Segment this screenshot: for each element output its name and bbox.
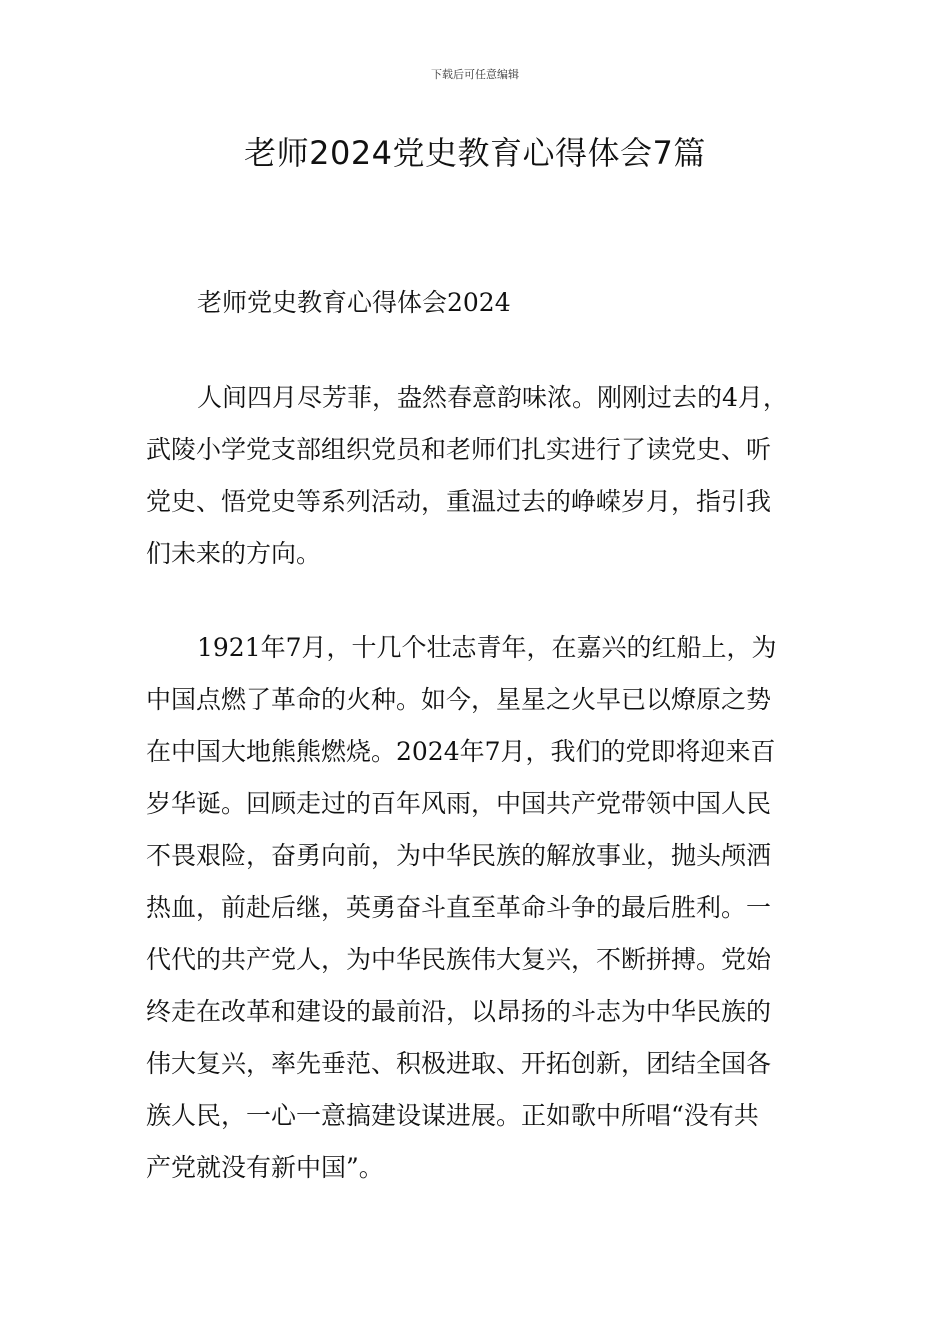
paragraph-line: 岁华诞。回顾走过的百年风雨，中国共产党带领中国人民: [146, 789, 772, 818]
paragraph-line: 伟大复兴，率先垂范、积极进取、开拓创新，团结全国各: [146, 1049, 772, 1078]
paragraph-line: 产党就没有新中国”。: [146, 1153, 384, 1182]
paragraph-2: [146, 622, 810, 1194]
paragraph-line: 终走在改革和建设的最前沿，以昂扬的斗志为中华民族的: [146, 997, 772, 1026]
paragraph-line: 不畏艰险，奋勇向前，为中华民族的解放事业，抛头颅洒: [146, 841, 772, 870]
paragraph-line: 党史、悟党史等系列活动，重温过去的峥嵘岁月，指引我: [146, 487, 772, 516]
header-note: 下载后可任意编辑: [431, 68, 519, 81]
paragraph-line: 在中国大地熊熊燃烧。2024年7月，我们的党即将迎来百: [146, 737, 776, 766]
paragraph-line: 代代的共产党人，为中华民族伟大复兴，不断拼搏。党始: [146, 945, 772, 974]
paragraph-line: 中国点燃了革命的火种。如今，星星之火早已以燎原之势: [146, 685, 772, 714]
document-title: 老师2024党史教育心得体会7篇: [244, 134, 706, 172]
paragraph-1: [146, 372, 810, 580]
paragraph-line: 们未来的方向。: [146, 539, 322, 568]
paragraph-line: 热血，前赴后继，英勇奋斗直至革命斗争的最后胜利。一: [146, 893, 772, 922]
paragraph-line: 人间四月尽芳菲，盎然春意韵味浓。刚刚过去的4月，: [197, 383, 788, 412]
paragraph-line: 族人民，一心一意搞建设谋进展。正如歌中所唱“没有共: [146, 1101, 759, 1130]
document-subtitle: 老师党史教育心得体会2024: [197, 288, 511, 317]
paragraph-line: 武陵小学党支部组织党员和老师们扎实进行了读党史、听: [146, 435, 772, 464]
paragraph-line: 1921年7月，十几个壮志青年，在嘉兴的红船上，为: [197, 633, 777, 662]
